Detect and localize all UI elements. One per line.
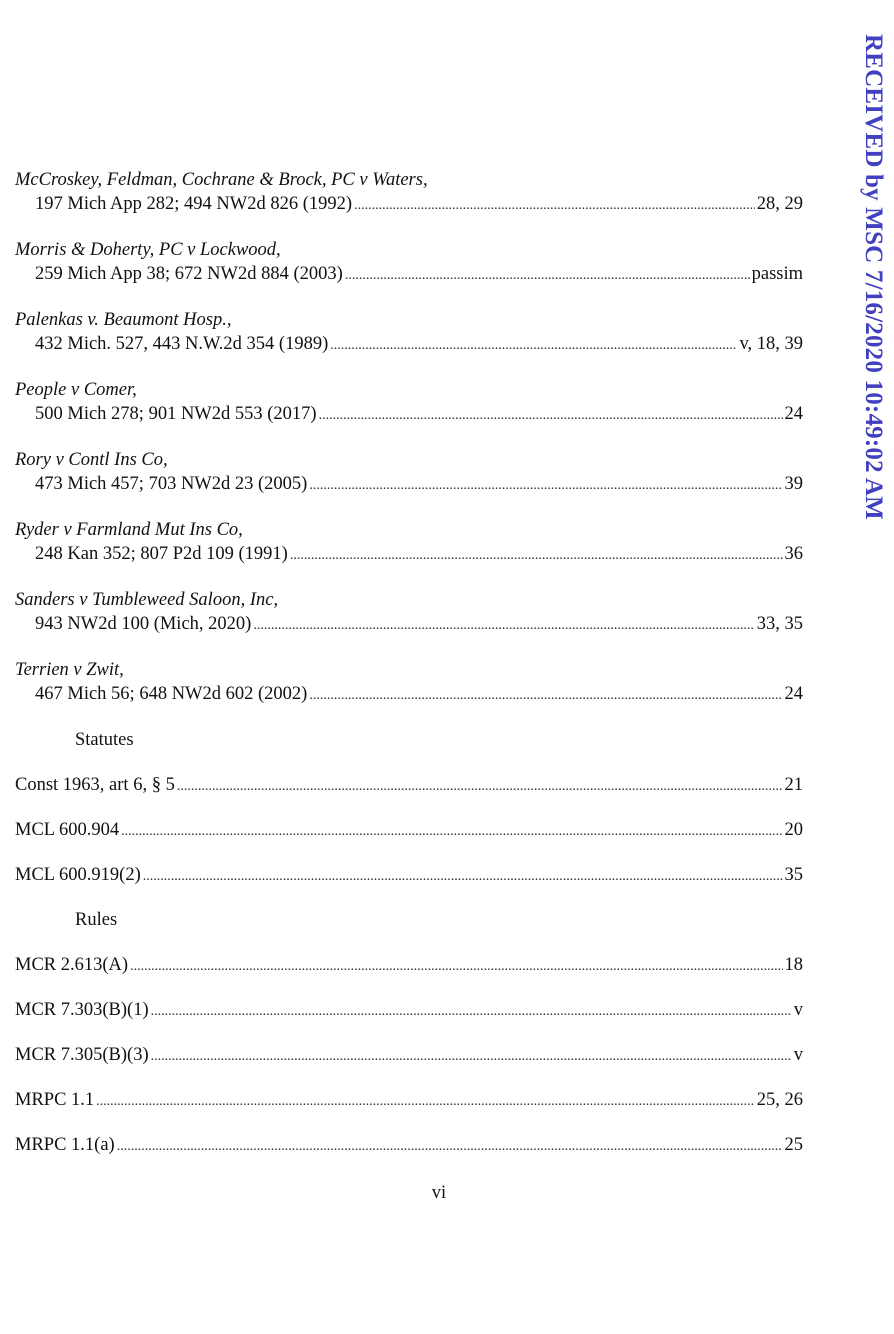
case-pages: 24 — [784, 404, 803, 424]
leader-dots — [117, 1135, 783, 1159]
rule-pages: v — [793, 1000, 803, 1020]
rule-pages: 25 — [784, 1135, 803, 1155]
rules-list — [15, 953, 803, 1157]
case-name: Sanders v Tumbleweed Saloon, Inc, — [15, 590, 279, 610]
case-citation-line — [15, 402, 803, 426]
case-citation: 467 Mich 56; 648 NW2d 602 (2002) — [35, 684, 308, 704]
statute-entry — [15, 773, 803, 797]
case-pages: 36 — [784, 544, 803, 564]
case-citation: 500 Mich 278; 901 NW2d 553 (2017) — [35, 404, 317, 424]
case-name: People v Comer, — [15, 380, 137, 400]
case-citation: 248 Kan 352; 807 P2d 109 (1991) — [35, 544, 288, 564]
rule-citation: MCR 7.305(B)(3) — [15, 1045, 149, 1065]
statute-citation: MCL 600.919(2) — [15, 865, 141, 885]
case-entry — [15, 308, 803, 356]
case-name: Palenkas v. Beaumont Hosp., — [15, 310, 232, 330]
section-heading-statutes: Statutes — [75, 730, 134, 750]
statute-citation: MCL 600.904 — [15, 820, 120, 840]
case-name: Rory v Contl Ins Co, — [15, 450, 168, 470]
cases-list — [15, 168, 803, 706]
rule-pages: v — [793, 1045, 803, 1065]
case-entry — [15, 588, 803, 636]
case-citation-line — [15, 192, 803, 216]
case-citation-line — [15, 612, 803, 636]
statute-pages: 20 — [784, 820, 803, 840]
leader-dots — [96, 1090, 755, 1114]
rule-entry — [15, 1088, 803, 1112]
statute-pages: 35 — [784, 865, 803, 885]
leader-dots — [309, 474, 782, 498]
statute-entry — [15, 863, 803, 887]
rule-entry — [15, 1133, 803, 1157]
leader-dots — [290, 544, 783, 568]
page-number: vi — [431, 1183, 447, 1203]
case-citation-line — [15, 542, 803, 566]
case-citation-line — [15, 472, 803, 496]
case-pages: 33, 35 — [756, 614, 803, 634]
leader-dots — [177, 775, 783, 799]
statute-pages: 21 — [784, 775, 803, 795]
case-entry — [15, 168, 803, 216]
leader-dots — [151, 1045, 792, 1069]
case-citation: 473 Mich 457; 703 NW2d 23 (2005) — [35, 474, 308, 494]
case-pages: 24 — [784, 684, 803, 704]
case-entry — [15, 658, 803, 706]
rule-entry — [15, 998, 803, 1022]
case-citation: 197 Mich App 282; 494 NW2d 826 (1992) — [35, 194, 353, 214]
rule-entry — [15, 953, 803, 977]
leader-dots — [330, 334, 737, 358]
case-name: Terrien v Zwit, — [15, 660, 124, 680]
leader-dots — [354, 194, 755, 218]
leader-dots — [130, 955, 782, 979]
case-entry — [15, 518, 803, 566]
case-citation: 432 Mich. 527, 443 N.W.2d 354 (1989) — [35, 334, 329, 354]
case-pages: passim — [751, 264, 803, 284]
table-of-authorities — [15, 168, 803, 1178]
case-pages: 39 — [784, 474, 803, 494]
rule-citation: MCR 2.613(A) — [15, 955, 129, 975]
case-entry — [15, 378, 803, 426]
leader-dots — [151, 1000, 792, 1024]
rule-citation: MCR 7.303(B)(1) — [15, 1000, 149, 1020]
statute-citation: Const 1963, art 6, § 5 — [15, 775, 175, 795]
leader-dots — [253, 614, 754, 638]
statute-entry — [15, 818, 803, 842]
section-heading-rules: Rules — [75, 910, 118, 930]
leader-dots — [309, 684, 782, 708]
case-citation-line — [15, 262, 803, 286]
received-stamp: RECEIVED by MSC 7/16/2020 10:49:02 AM — [860, 34, 887, 520]
rule-pages: 18 — [784, 955, 803, 975]
case-name: Morris & Doherty, PC v Lockwood, — [15, 240, 281, 260]
rule-citation: MRPC 1.1 — [15, 1090, 95, 1110]
leader-dots — [319, 404, 783, 428]
case-citation: 259 Mich App 38; 672 NW2d 884 (2003) — [35, 264, 343, 284]
rule-citation: MRPC 1.1(a) — [15, 1135, 115, 1155]
case-pages: 28, 29 — [756, 194, 803, 214]
rule-pages: 25, 26 — [756, 1090, 803, 1110]
case-entry — [15, 448, 803, 496]
case-pages: v, 18, 39 — [739, 334, 803, 354]
case-name: McCroskey, Feldman, Cochrane & Brock, PC v Waters, — [15, 170, 428, 190]
case-entry — [15, 238, 803, 286]
rule-entry — [15, 1043, 803, 1067]
leader-dots — [143, 865, 783, 889]
case-citation: 943 NW2d 100 (Mich, 2020) — [35, 614, 252, 634]
leader-dots — [345, 264, 750, 288]
case-name: Ryder v Farmland Mut Ins Co, — [15, 520, 243, 540]
case-citation-line — [15, 332, 803, 356]
leader-dots — [121, 820, 782, 844]
statutes-list — [15, 773, 803, 887]
case-citation-line — [15, 682, 803, 706]
